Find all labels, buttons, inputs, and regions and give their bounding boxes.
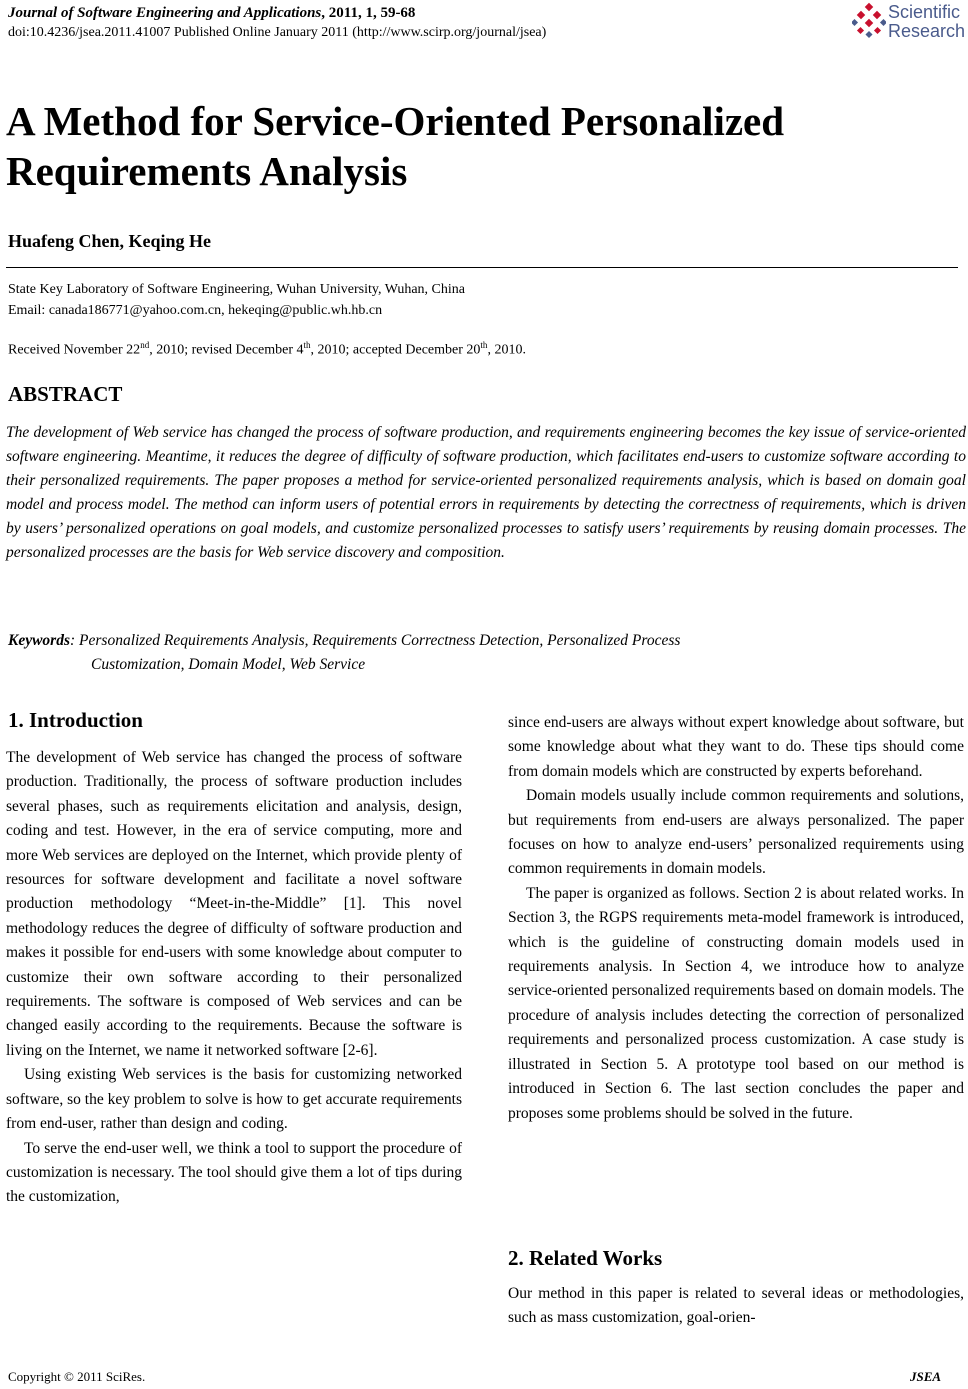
abstract-heading: ABSTRACT	[8, 382, 123, 406]
paper-title: A Method for Service-Oriented Personalized Requirements Analysis	[6, 98, 785, 194]
received-part-c: , 2010; accepted December 20	[310, 342, 481, 358]
keywords-text-1: : Personalized Requirements Analysis, Requirements Correctness Detection, Personalized Process	[70, 632, 681, 649]
section-2-heading: 2. Related Works	[508, 1246, 663, 1270]
footer-copyright: Copyright © 2011 SciRes.	[8, 1369, 146, 1384]
email: Email: canada186771@yahoo.com.cn, hekeqing@public.wh.hb.cn	[8, 303, 383, 318]
paragraph: since end-users are always without expert knowledge about software, but some knowledge about what they want to do. These tips should come from domain models which are constructed by experts beforehand.	[508, 714, 964, 780]
logo-text	[888, 3, 965, 41]
publisher-logo	[852, 0, 968, 44]
paragraph: Domain models usually include common requirements and solutions, but requirements from end-users are always personalized. The paper focuses on how to analyze end-users’ personalized requirements using common requirements in domain models.	[508, 787, 964, 878]
paragraph: The development of Web service has changed the process of software production. Traditionally, the process of software production includes several phases, such as requirements elicitation and analysis, design, coding and test. However, in the era of service computing, more and more Web services are deployed on the Internet, which provide plenty of resources for software development and facilitate a novel software production methodology “Meet-in-the-Middle” [1]. This novel methodology reduces the degree of difficulty of software production and makes it possible for end-users with some knowledge about computer to customize their own software according to their personalized requirements. The software is composed of Web services and can be changed easily according to the requirements. Because the software is living on the Internet, we name it networked software [2-6].	[6, 749, 462, 1059]
section-2-text	[508, 1282, 964, 1331]
abstract-text: The development of Web service has changed the process of software production, and requirements engineering becomes the key issue of service-oriented software engineering. Meantime, it reduces the degree of difficulty of software production, which facilitates end-users to customize software according to their personalized requirements. The paper proposes a method for service-oriented personalized requirements analysis, which is based on domain goal model and process model. The method can inform users of potential errors in requirements by detecting the correctness of requirements, which is driven by users’ personalized operations on goal models, and customize personalized processes to satisfy users’ requirements by reusing domain processes. The personalized processes are the basis for Web service discovery and composition.	[6, 424, 966, 561]
left-column	[6, 746, 462, 1210]
footer-journal: JSEA	[910, 1369, 942, 1384]
received-dates	[8, 340, 526, 359]
journal-name: Journal of Software Engineering and Applications	[8, 5, 322, 21]
received-sup-b: th	[303, 340, 311, 350]
paragraph: To serve the end-user well, we think a tool to support the procedure of customization is necessary. The tool should give them a lot of tips during the customization,	[6, 1139, 462, 1206]
received-part-a: Received November 22	[8, 342, 141, 358]
right-column	[508, 711, 964, 1126]
section-1-heading: 1. Introduction	[8, 708, 143, 732]
logo-mark-icon	[852, 2, 886, 42]
doi-line: doi:10.4236/jsea.2011.41007 Published Online January 2011 (http://www.scirp.org/journal/jsea)	[8, 25, 547, 40]
affiliation: State Key Laboratory of Software Engineering, Wuhan University, Wuhan, China	[8, 282, 465, 297]
logo-line-1: Scientific	[888, 2, 961, 22]
keywords	[8, 629, 958, 677]
authors: Huafeng Chen, Keqing He	[8, 231, 212, 251]
paragraph: Using existing Web services is the basis for customizing networked software, so the key problem to solve is how to get accurate requirements from end-user, rather than design and coding.	[6, 1066, 462, 1133]
keywords-label: Keywords	[8, 632, 70, 649]
paragraph: Our method in this paper is related to several ideas or methodologies, such as mass customization, goal-orien-	[508, 1285, 964, 1327]
affiliation-block	[8, 279, 465, 321]
journal-citation	[8, 4, 415, 22]
keywords-line-1	[8, 629, 958, 653]
logo-line-2: Research	[888, 21, 966, 41]
keywords-line-2: Customization, Domain Model, Web Service	[91, 656, 366, 673]
journal-volume: , 2011, 1, 59-68	[321, 5, 416, 21]
received-sup-c: th	[480, 340, 488, 350]
received-part-d: , 2010.	[487, 342, 526, 358]
received-sup-a: nd	[140, 340, 150, 350]
paragraph: The paper is organized as follows. Section 2 is about related works. In Section 3, the RGPS requirements meta-model framework is introduced, which is the guideline of constructing domain models used in requirements analysis. In Section 4, we introduce how to analyze service-oriented personalized requirements based on domain models. The procedure of analysis includes detecting the correction of personalized requirements and personalized process customization. A case study is illustrated in Section 5. A prototype tool based on our method is introduced in Section 6. The last section concludes the paper and proposes some problems should be solved in the future.	[508, 884, 964, 1122]
header-divider	[6, 267, 958, 268]
received-part-b: , 2010; revised December 4	[149, 342, 304, 358]
